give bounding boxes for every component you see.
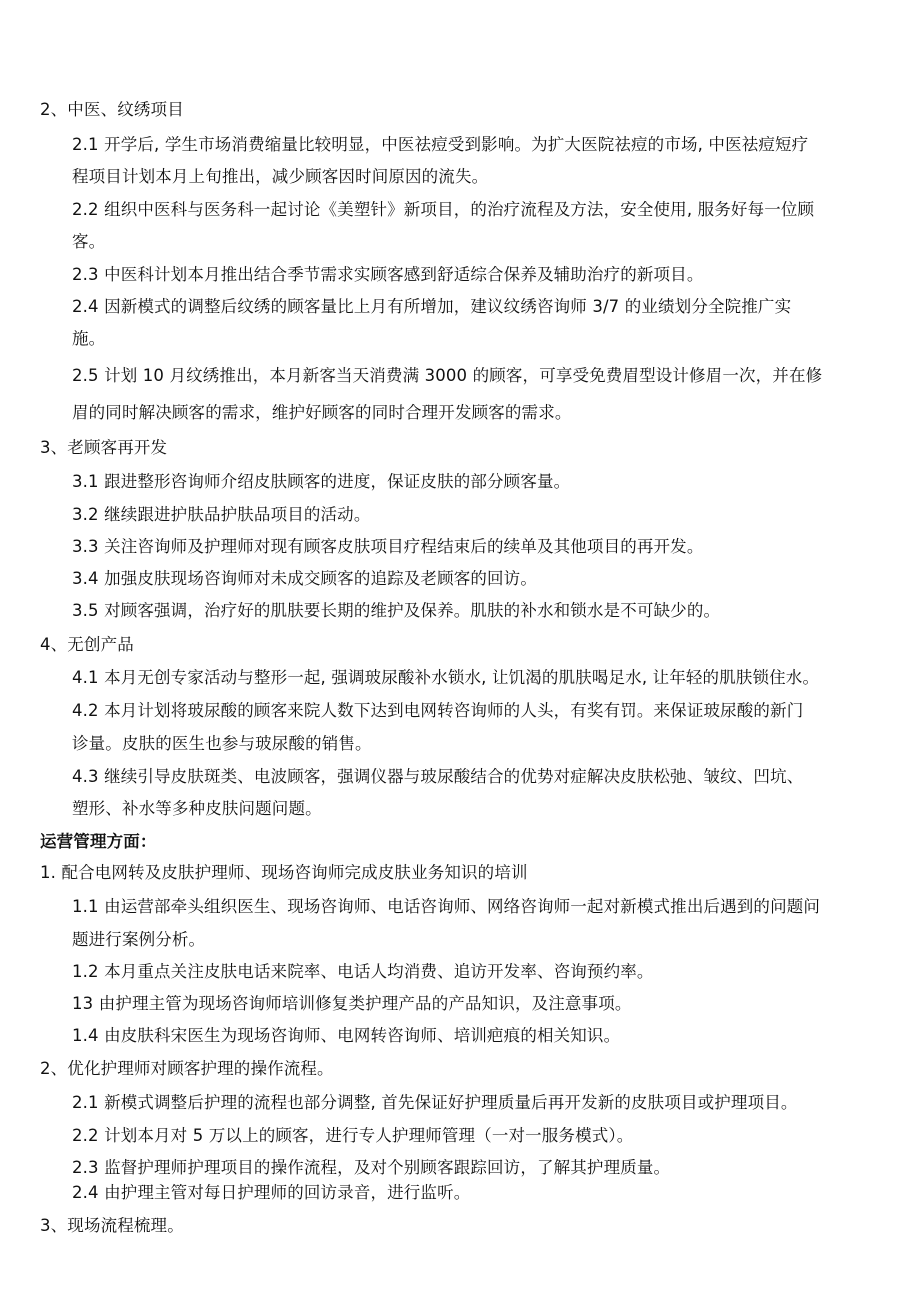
item-4-2-line2: 诊量。皮肤的医生也参与玻尿酸的销售。 bbox=[72, 734, 372, 753]
ops-item-1-4: 1.4 由皮肤科宋医生为现场咨询师、电网转咨询师、培训疤痕的相关知识。 bbox=[72, 1026, 621, 1045]
ops-item-1-1-line1: 1.1 由运营部牵头组织医生、现场咨询师、电话咨询师、网络咨询师一起对新模式推出后遇到的问题问 bbox=[72, 897, 821, 916]
item-3-5: 3.5 对顾客强调，治疗好的肌肤要长期的维护及保养。肌肤的补水和锁水是不可缺少的。 bbox=[72, 601, 721, 620]
ops-item-1-1-line2: 题进行案例分析。 bbox=[72, 930, 206, 949]
item-3-3: 3.3 关注咨询师及护理师对现有顾客皮肤项目疗程结束后的续单及其他项目的再开发。 bbox=[72, 537, 704, 556]
item-2-4-line2: 施。 bbox=[72, 329, 106, 348]
section-heading-3: 3、老顾客再开发 bbox=[40, 438, 168, 457]
item-3-4: 3.4 加强皮肤现场咨询师对未成交顾客的追踪及老顾客的回访。 bbox=[72, 569, 537, 588]
ops-sub1-heading: 1. 配合电网转及皮肤护理师、现场咨询师完成皮肤业务知识的培训 bbox=[40, 863, 528, 882]
item-4-3-line1: 4.3 继续引导皮肤斑类、电波顾客，强调仪器与玻尿酸结合的优势对症解决皮肤松弛、皱纹、凹坑、 bbox=[72, 767, 804, 786]
ops-item-2-3: 2.3 监督护理师护理项目的操作流程，及对个别顾客跟踪回访，了解其护理质量。 bbox=[72, 1158, 671, 1177]
item-3-2: 3.2 继续跟进护肤品护肤品项目的活动。 bbox=[72, 505, 371, 524]
item-2-4-line1: 2.4 因新模式的调整后纹绣的顾客量比上月有所增加，建议纹绣咨询师 3/7 的业绩划分全院推广实 bbox=[72, 297, 792, 316]
item-2-3: 2.3 中医科计划本月推出结合季节需求实顾客感到舒适综合保养及辅助治疗的新项目。 bbox=[72, 265, 704, 284]
item-4-2-line1: 4.2 本月计划将玻尿酸的顾客来院人数下达到电网转咨询师的人头，有奖有罚。来保证玻尿酸的新门 bbox=[72, 701, 804, 720]
item-3-1: 3.1 跟进整形咨询师介绍皮肤顾客的进度，保证皮肤的部分顾客量。 bbox=[72, 472, 571, 491]
item-2-5-line2: 眉的同时解决顾客的需求，维护好顾客的同时合理开发顾客的需求。 bbox=[72, 403, 572, 422]
ops-item-1-3: 13 由护理主管为现场咨询师培训修复类护理产品的产品知识，及注意事项。 bbox=[72, 994, 632, 1013]
ops-item-2-4: 2.4 由护理主管对每日护理师的回访录音，进行监听。 bbox=[72, 1183, 471, 1202]
section-heading-2: 2、中医、纹绣项目 bbox=[40, 100, 184, 119]
item-4-3-line2: 塑形、补水等多种皮肤问题问题。 bbox=[72, 799, 322, 818]
item-4-1: 4.1 本月无创专家活动与整形一起, 强调玻尿酸补水锁水, 让饥渴的肌肤喝足水, 让年轻的肌肤锁住水。 bbox=[72, 668, 820, 687]
ops-item-2-1: 2.1 新模式调整后护理的流程也部分调整, 首先保证好护理质量后再开发新的皮肤项目或护理项目。 bbox=[72, 1093, 798, 1112]
ops-item-2-2: 2.2 计划本月对 5 万以上的顾客，进行专人护理师管理（一对一服务模式）。 bbox=[72, 1126, 634, 1145]
item-2-5-line1: 2.5 计划 10 月纹绣推出，本月新客当天消费满 3000 的顾客，可享受免费眉型设计修眉一次，并在修 bbox=[72, 366, 823, 385]
ops-sub2-heading: 2、优化护理师对顾客护理的操作流程。 bbox=[40, 1059, 334, 1078]
item-2-2-line1: 2.2 组织中医科与医务科一起讨论《美塑针》新项目，的治疗流程及方法，安全使用, 服务好每一位顾 bbox=[72, 200, 815, 219]
section-heading-4: 4、无创产品 bbox=[40, 635, 134, 654]
ops-item-1-2: 1.2 本月重点关注皮肤电话来院率、电话人均消费、追访开发率、咨询预约率。 bbox=[72, 962, 654, 981]
item-2-1-line2: 程项目计划本月上旬推出，减少顾客因时间原因的流失。 bbox=[72, 167, 489, 186]
ops-sub3-heading: 3、现场流程梳理。 bbox=[40, 1216, 184, 1235]
item-2-1-line1: 2.1 开学后, 学生市场消费缩量比较明显，中医祛痘受到影响。为扩大医院祛痘的市场, 中医祛痘短疗 bbox=[72, 135, 809, 154]
ops-heading: 运营管理方面： bbox=[40, 832, 157, 851]
item-2-2-line2: 客。 bbox=[72, 232, 106, 251]
